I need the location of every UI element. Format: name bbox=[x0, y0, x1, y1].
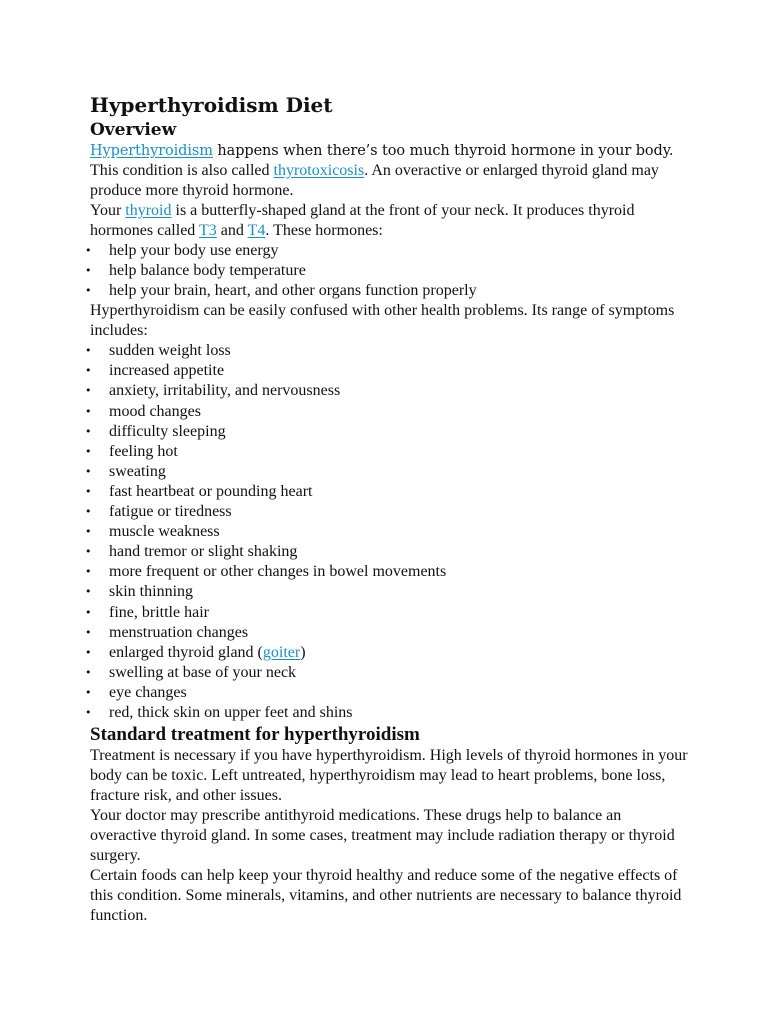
list-item: • mood changes bbox=[90, 402, 690, 422]
list-item: • increased appetite bbox=[90, 361, 690, 381]
page-title: Hyperthyroidism Diet bbox=[90, 93, 333, 117]
list-item: • menstruation changes bbox=[90, 623, 690, 643]
list-item: • skin thinning bbox=[90, 582, 690, 602]
overview-p2-text-c: and bbox=[216, 222, 248, 239]
goiter-link[interactable]: goiter bbox=[262, 643, 301, 661]
list-item: • fine, brittle hair bbox=[90, 603, 690, 623]
list-item-goiter bbox=[90, 643, 690, 663]
t4-link[interactable]: T4 bbox=[247, 222, 266, 239]
t3-link[interactable]: T3 bbox=[199, 222, 217, 239]
list-item: • fast heartbeat or pounding heart bbox=[90, 482, 690, 502]
hyperthyroidism-link[interactable]: Hyperthyroidism bbox=[90, 143, 213, 159]
list-item: • eye changes bbox=[90, 683, 690, 703]
overview-paragraph-1 bbox=[90, 141, 690, 201]
goiter-text-a: enlarged thyroid gland ( bbox=[109, 643, 263, 661]
list-item: • help your body use energy bbox=[90, 241, 690, 261]
goiter-text-b: ) bbox=[300, 643, 306, 661]
hormone-functions-list bbox=[90, 241, 690, 301]
thyrotoxicosis-link[interactable]: thyrotoxicosis bbox=[273, 162, 365, 179]
symptoms-list bbox=[90, 341, 690, 723]
overview-heading: Overview bbox=[90, 120, 177, 140]
overview-p1-text-b: This condition is also called bbox=[90, 162, 274, 179]
overview-p2-text-b: is a butterfly-shaped gland at the front of your neck. It produces thyroid hormones called bbox=[90, 202, 635, 239]
treatment-heading: Standard treatment for hyperthyroidism bbox=[90, 724, 420, 746]
list-item: • sweating bbox=[90, 462, 690, 482]
overview-paragraph-2 bbox=[90, 201, 690, 241]
treatment-paragraph-3: Certain foods can help keep your thyroid healthy and reduce some of the negative effects of this condition. Some minerals, vitamins, and other nutrients are necessary to balance thyroid function. bbox=[90, 867, 682, 925]
overview-paragraph-3: Hyperthyroidism can be easily confused with other health problems. Its range of symptoms includes: bbox=[90, 302, 675, 340]
overview-p1-text-c: . An overactive or enlarged thyroid gland may produce more thyroid hormone. bbox=[90, 162, 659, 199]
list-item: • swelling at base of your neck bbox=[90, 663, 690, 683]
overview-p1-text-a: happens when there’s too much thyroid hormone in your body. bbox=[212, 143, 674, 159]
overview-p2-text-a: Your bbox=[90, 202, 126, 219]
document-page bbox=[90, 92, 690, 926]
list-item: • red, thick skin on upper feet and shins bbox=[90, 703, 690, 723]
list-item: • help balance body temperature bbox=[90, 261, 690, 281]
list-item: • more frequent or other changes in bowel movements bbox=[90, 562, 690, 582]
list-item: • hand tremor or slight shaking bbox=[90, 542, 690, 562]
list-item: • fatigue or tiredness bbox=[90, 502, 690, 522]
thyroid-link[interactable]: thyroid bbox=[125, 202, 172, 219]
list-item: • muscle weakness bbox=[90, 522, 690, 542]
list-item: • help your brain, heart, and other organs function properly bbox=[90, 281, 690, 301]
list-item: • anxiety, irritability, and nervousness bbox=[90, 381, 690, 401]
list-item: • feeling hot bbox=[90, 442, 690, 462]
treatment-paragraph-2: Your doctor may prescribe antithyroid medications. These drugs help to balance an overactive thyroid gland. In some cases, treatment may include radiation therapy or thyroid surgery. bbox=[90, 807, 675, 865]
list-item: • sudden weight loss bbox=[90, 341, 690, 361]
overview-p2-text-d: . These hormones: bbox=[265, 222, 383, 239]
list-item: • difficulty sleeping bbox=[90, 422, 690, 442]
treatment-paragraph-1: Treatment is necessary if you have hyperthyroidism. High levels of thyroid hormones in your body can be toxic. Left untreated, hyperthyroidism may lead to heart problems, bone loss, fracture risk, and other issues. bbox=[90, 747, 688, 805]
